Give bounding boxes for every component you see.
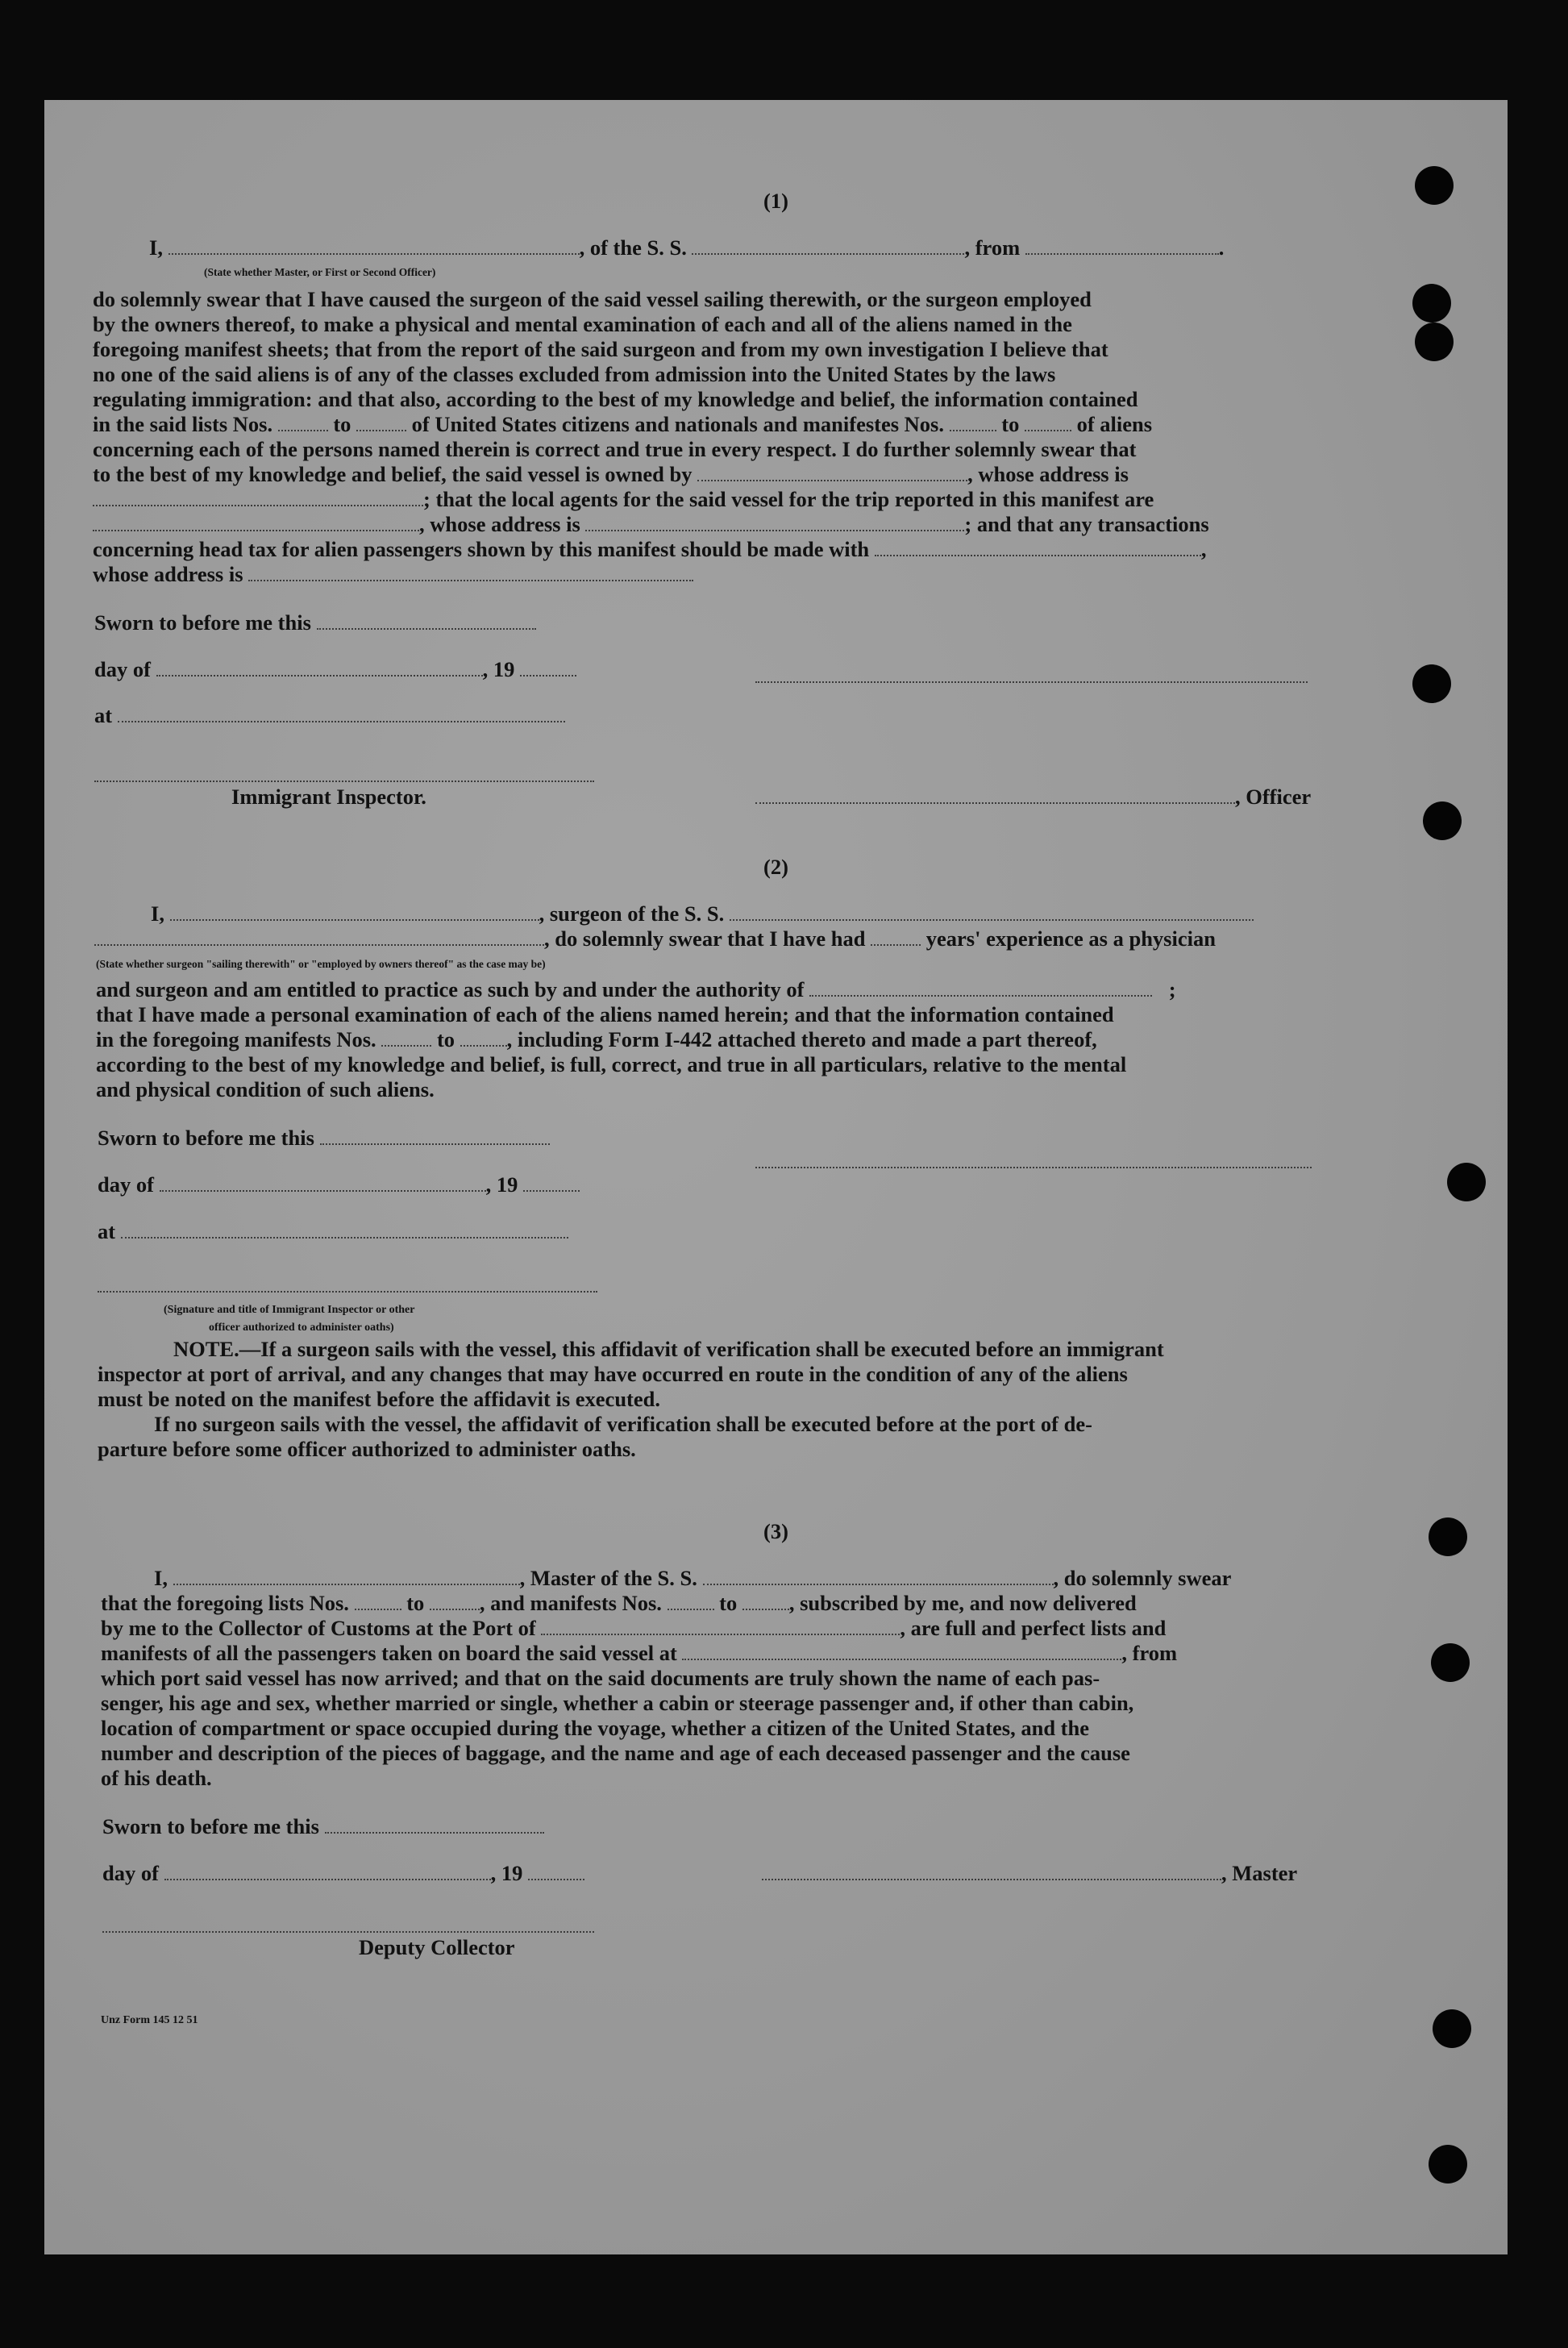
oath-line: I, , Master of the S. S. , do solemnly swear (154, 1566, 1232, 1590)
document-page (44, 100, 1508, 2254)
officer-signature-field[interactable] (755, 681, 1308, 683)
paragraph-line: according to the best of my knowledge and belief, is full, correct, and true in all particulars, relative to the mental (96, 1052, 1127, 1076)
punch-hole (1415, 323, 1454, 361)
authority-field[interactable] (809, 994, 1152, 997)
punch-hole (1412, 664, 1451, 703)
month-field[interactable] (164, 1878, 491, 1880)
paragraph-line: location of compartment or space occupied during the voyage, whether a citizen of the United States, and the (101, 1716, 1090, 1740)
paragraph-line: to the best of my knowledge and belief, the said vessel is owned by , whose address is (93, 462, 1129, 486)
month-field[interactable] (156, 674, 483, 677)
sworn-date-field[interactable] (317, 627, 536, 630)
place-field[interactable] (118, 720, 565, 722)
paragraph-line: by me to the Collector of Customs at the Port of , are full and perfect lists and (101, 1616, 1167, 1640)
manifest-number-field[interactable] (381, 1044, 431, 1047)
paragraph-line: , whose address is ; and that any transactions (93, 512, 1209, 536)
paragraph-line: manifests of all the passengers taken on board the said vessel at , from (101, 1641, 1178, 1665)
note-line: parture before some officer authorized to administer oaths. (98, 1437, 636, 1461)
port-field[interactable] (541, 1633, 900, 1635)
paragraph-line: whose address is (93, 562, 693, 586)
paragraph-line: and surgeon and am entitled to practice as such by and under the authority of ; (96, 977, 1176, 1001)
officer-line: , Officer (755, 785, 1311, 809)
year-field[interactable] (520, 674, 576, 677)
paragraph-line: which port said vessel has now arrived; and that on the said documents are truly shown the name of each pas- (101, 1666, 1100, 1690)
year-field[interactable] (528, 1878, 584, 1880)
place-field[interactable] (121, 1236, 568, 1239)
note-line: If no surgeon sails with the vessel, the affidavit of verification shall be executed before at the port of de- (154, 1412, 1092, 1436)
form-number: Unz Form 145 12 51 (101, 2014, 198, 2026)
deputy-title: Deputy Collector (359, 1935, 515, 1959)
list-number-field[interactable] (356, 429, 406, 431)
sworn-line: Sworn to before me this (98, 1126, 550, 1150)
day-line: day of , 19 (94, 657, 576, 681)
master-name-field[interactable] (173, 1583, 520, 1585)
agents-address-field[interactable] (585, 529, 964, 531)
list-number-field[interactable] (430, 1608, 480, 1610)
day-line: day of , 19 (102, 1861, 584, 1885)
paragraph-line: concerning each of the persons named therein is correct and true in every respect. I do further solemnly swear that (93, 437, 1137, 461)
owner-field[interactable] (697, 479, 967, 481)
year-field[interactable] (523, 1189, 580, 1192)
note-line: must be noted on the manifest before the affidavit is executed. (98, 1387, 661, 1411)
paragraph-line: no one of the said aliens is of any of the classes excluded from admission into the United States by the laws (93, 362, 1056, 386)
punch-hole (1447, 1163, 1486, 1201)
at-line: at (98, 1219, 568, 1243)
vessel-field[interactable] (730, 918, 1254, 921)
paragraph-line: that the foregoing lists Nos. to , and manifests Nos. to , subscribed by me, and now delivered (101, 1591, 1137, 1615)
paragraph-line: concerning head tax for alien passengers shown by this manifest should be made with , (93, 537, 1207, 561)
departure-port-field[interactable] (682, 1658, 1121, 1660)
years-field[interactable] (871, 943, 921, 946)
punch-hole (1433, 2009, 1471, 2048)
contact-address-field[interactable] (248, 579, 693, 581)
surgeon-status-field[interactable] (94, 943, 544, 946)
section-number: (2) (763, 855, 788, 879)
section-number: (3) (763, 1519, 788, 1543)
note-line: NOTE.—If a surgeon sails with the vessel, this affidavit of verification shall be executed before an immigrant (173, 1337, 1164, 1361)
vessel-field[interactable] (692, 252, 964, 255)
paragraph-line: of his death. (101, 1766, 212, 1790)
punch-hole (1412, 284, 1451, 323)
sworn-line: Sworn to before me this (102, 1814, 544, 1838)
master-signature-field[interactable] (762, 1878, 1221, 1880)
paragraph-line: that I have made a personal examination of each of the aliens named herein; and that the information contained (96, 1002, 1114, 1026)
signature-note: (Signature and title of Immigrant Inspector or other (164, 1304, 415, 1316)
punch-hole (1431, 1643, 1470, 1682)
inspector-signature-field[interactable] (94, 780, 594, 782)
master-line: , Master (762, 1861, 1297, 1885)
manifest-number-field[interactable] (742, 1608, 789, 1610)
vessel-field[interactable] (703, 1583, 1054, 1585)
paragraph-line: and physical condition of such aliens. (96, 1077, 435, 1101)
section-number: (1) (763, 189, 788, 213)
sworn-date-field[interactable] (320, 1143, 550, 1145)
paragraph-line: in the foregoing manifests Nos. to , including Form I-442 attached thereto and made a part thereof, (96, 1027, 1097, 1051)
name-field[interactable] (168, 252, 580, 255)
day-line: day of , 19 (98, 1172, 580, 1197)
agents-field[interactable] (93, 529, 419, 531)
paragraph-line: number and description of the pieces of baggage, and the name and age of each deceased passenger and the cause (101, 1741, 1130, 1765)
field-note: (State whether surgeon "sailing therewith" or "employed by owners thereof" as the case may be) (96, 958, 546, 970)
paragraph-line: senger, his age and sex, whether married or single, whether a cabin or steerage passenger and, if other than cabin, (101, 1691, 1134, 1715)
sworn-date-field[interactable] (325, 1831, 544, 1834)
manifest-number-field[interactable] (460, 1044, 507, 1047)
note-line: inspector at port of arrival, and any changes that may have occurred en route in the condition of any of the aliens (98, 1362, 1128, 1386)
inspector-title: Immigrant Inspector. (231, 785, 426, 809)
list-number-field[interactable] (355, 1608, 401, 1610)
sworn-line: Sworn to before me this (94, 610, 536, 635)
head-tax-contact-field[interactable] (875, 554, 1201, 556)
deputy-signature-field[interactable] (102, 1930, 594, 1933)
oath-line: I, , of the S. S. , from . (149, 235, 1225, 260)
port-field[interactable] (1025, 252, 1219, 255)
officer-name-field[interactable] (755, 801, 1235, 804)
at-line: at (94, 703, 565, 727)
field-note: (State whether Master, or First or Second Officer) (204, 266, 436, 278)
surgeon-name-field[interactable] (170, 918, 539, 921)
paragraph-line: ; that the local agents for the said vessel for the trip reported in this manifest are (93, 487, 1154, 511)
month-field[interactable] (160, 1189, 486, 1192)
paragraph-line: regulating immigration: and that also, according to the best of my knowledge and belief, the information contained (93, 387, 1138, 411)
surgeon-signature-field[interactable] (755, 1166, 1312, 1168)
punch-hole (1429, 2145, 1467, 2184)
manifest-number-field[interactable] (950, 429, 996, 431)
inspector-signature-field[interactable] (98, 1290, 597, 1293)
signature-note: officer authorized to administer oaths) (209, 1322, 394, 1334)
oath-line: , do solemnly swear that I have had years' experience as a physician (94, 926, 1216, 951)
paragraph-line: in the said lists Nos. to of United States citizens and nationals and manifestes Nos. to of aliens (93, 412, 1153, 436)
paragraph-line: by the owners thereof, to make a physical and mental examination of each and all of the aliens named in the (93, 312, 1072, 336)
paragraph-line: do solemnly swear that I have caused the surgeon of the said vessel sailing therewith, or the surgeon employed (93, 287, 1092, 311)
list-number-field[interactable] (278, 429, 328, 431)
owner-address-field[interactable] (93, 504, 423, 506)
oath-line: I, , surgeon of the S. S. (151, 901, 1254, 926)
manifest-number-field[interactable] (1025, 429, 1071, 431)
punch-hole (1423, 801, 1462, 840)
manifest-number-field[interactable] (668, 1608, 714, 1610)
paragraph-line: foregoing manifest sheets; that from the report of the said surgeon and from my own investigation I believe that (93, 337, 1108, 361)
